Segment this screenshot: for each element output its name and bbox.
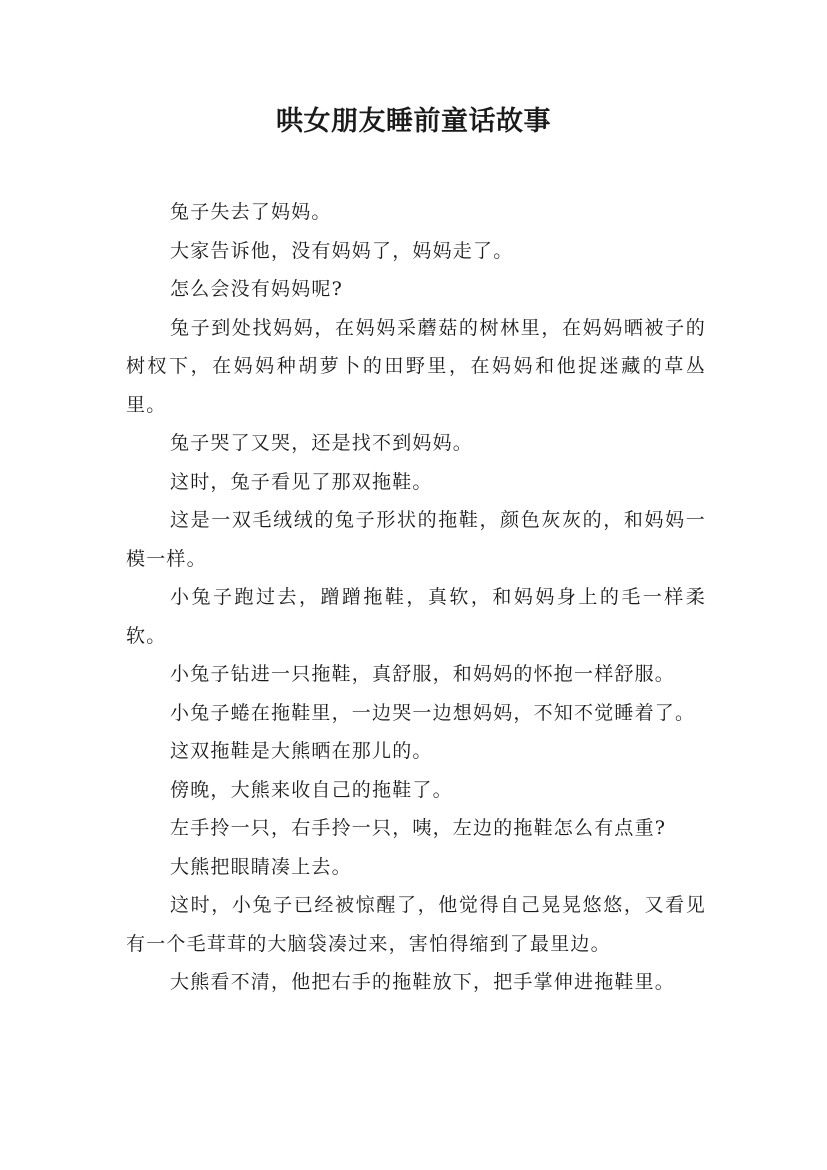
paragraph: 这时，兔子看见了那双拖鞋。 — [170, 470, 433, 493]
paragraph: 大熊把眼睛凑上去。 — [170, 855, 352, 878]
document-title: 哄女朋友睡前童话故事 — [276, 106, 551, 137]
paragraph: 大熊看不清，他把右手的拖鞋放下，把手掌伸进拖鞋里。 — [170, 971, 676, 993]
paragraph: 傍晚，大熊来收自己的拖鞋了。 — [170, 778, 453, 801]
paragraph: 兔子哭了又哭，还是找不到妈妈。 — [170, 432, 474, 454]
paragraph: 小兔子跑过去，蹭蹭拖鞋，真软，和妈妈身上的毛一样柔软。 — [126, 586, 706, 647]
paragraph: 怎么会没有妈妈呢? — [170, 278, 343, 300]
paragraph: 这时，小兔子已经被惊醒了，他觉得自己晃晃悠悠，又看见有一个毛茸茸的大脑袋凑过来，害怕得缩到了最里边。 — [126, 894, 706, 955]
paragraph: 小兔子钻进一只拖鞋，真舒服，和妈妈的怀抱一样舒服。 — [170, 663, 676, 685]
paragraph: 这双拖鞋是大熊晒在那儿的。 — [170, 740, 433, 762]
paragraph: 这是一双毛绒绒的兔子形状的拖鞋，颜色灰灰的，和妈妈一模一样。 — [126, 509, 706, 570]
paragraph: 大家告诉他，没有妈妈了，妈妈走了。 — [170, 239, 514, 262]
paragraph: 小兔子蜷在拖鞋里，一边哭一边想妈妈，不知不觉睡着了。 — [170, 701, 696, 724]
paragraph: 左手拎一只，右手拎一只，咦，左边的拖鞋怎么有点重? — [170, 817, 667, 839]
document-body — [126, 193, 706, 1002]
paragraph: 兔子失去了妈妈。 — [170, 201, 332, 223]
paragraph: 兔子到处找妈妈，在妈妈采蘑菇的树林里，在妈妈晒被子的树杈下，在妈妈种胡萝卜的田野里，在妈妈和他捉迷藏的草丛里。 — [126, 316, 706, 416]
